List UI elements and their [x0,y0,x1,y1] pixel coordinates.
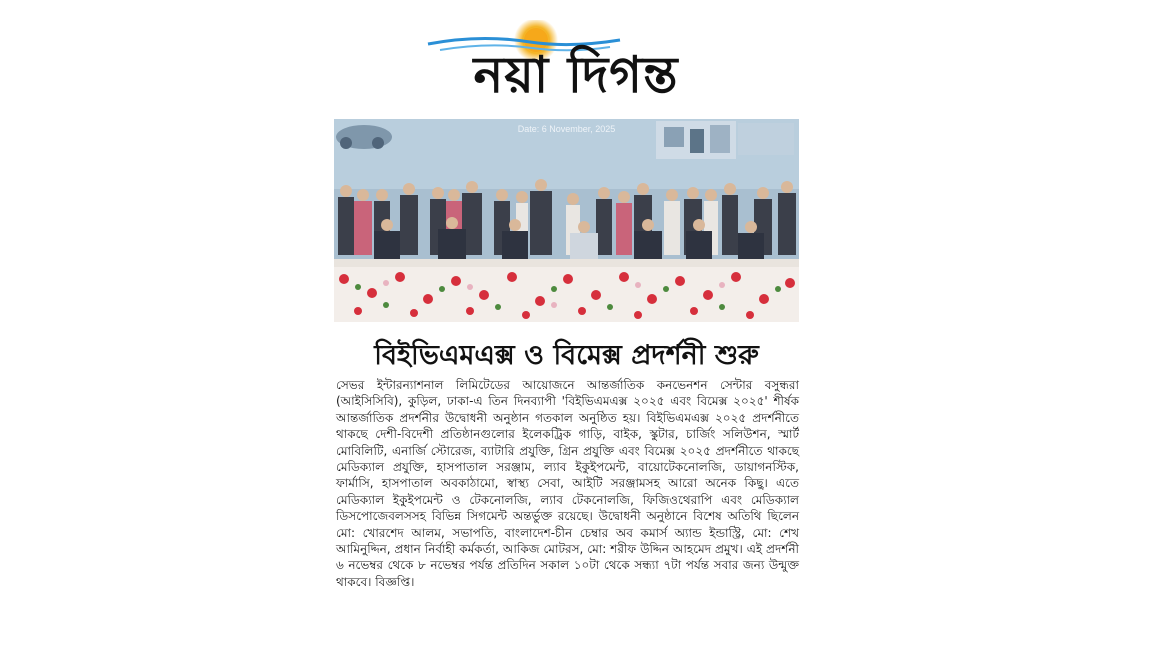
masthead-title: নয়া দিগন্ত [473,45,679,104]
article-headline: বিইভিএমএক্স ও বিমেক্স প্রদর্শনী শুরু [374,340,759,371]
article-body: সেভর ইন্টারন্যাশনাল লিমিটেডের আয়োজনে আন্তর্জাতিক কনভেনশন সেন্টার বসুন্ধরা (আইসিসিবি), কুড়িল, ঢাকা-এ তিন দিনব্যাপী 'বিইভিএমএক্স ২০২৫ এবং বিমেক্স ২০২৫' শীর্ষক আন্তর্জাতিক প্রদর্শনীর উদ্বোধনী অনুষ্ঠান গতকাল অনুষ্ঠিত হয়। বিইভিএমএক্স ২০২৫ প্রদর্শনীতে থাকছে দেশী-বিদেশী প্রতিষ্ঠানগুলোর ইলেকট্রিক গাড়ি, বাইক, স্কুটার, চার্জিং সলিউশন, স্মার্ট মোবিলিটি, এনার্জি স্টোরেজ, ব্যাটারি প্রযুক্তি, গ্রিন প্রযুক্তি এবং বিমেক্স ২০২৫ প্রদর্শনীতে থাকছে মেডিক্যাল প্রযুক্তি, হাসপাতাল সরঞ্জাম, ল্যাব ইকুইপমেন্ট, বায়োটেকনোলজি, ডায়াগনস্টিক, ফার্মাসি, হাসপাতাল অবকাঠামো, স্বাস্থ্য সেবা, আইটি সরঞ্জামসহ আরো অনেক কিছু। এতে মেডিক্যাল ইকুইপমেন্ট ও টেকনোলজি, ল্যাব টেকনোলজি, ফিজিওথেরাপি এবং মেডিক্যাল ডিসপোজেবলসসহ বিভিন্ন সিগমেন্ট অন্তর্ভুক্ত রয়েছে। উদ্বোধনী অনুষ্ঠানে বিশেষ অতিথি ছিলেন মো: খোরশেদ আলম, সভাপতি, বাংলাদেশ-চীন চেম্বার অব কমার্স অ্যান্ড ইন্ডাস্ট্রি, মো: শেখ আমিনুদ্দিন, প্রধান নির্বাহী কর্মকর্তা, আকিজ মোটরস, মো: শরীফ উদ্দিন আহমেদ প্রমুখ। এই প্রদর্শনী ৬ নভেম্বর থেকে ৮ নভেম্বর পর্যন্ত প্রতিদিন সকাল ১০টা থেকে সন্ধ্যা ৭টা পর্যন্ত সবার জন্য উন্মুক্ত থাকবে। বিজ্ঞপ্তি। [336,378,799,589]
stage-scene-icon [334,119,799,322]
event-photo [334,119,799,322]
photo-date-caption: Date: 6 November, 2025 [517,124,616,134]
newspaper-masthead [420,20,732,104]
